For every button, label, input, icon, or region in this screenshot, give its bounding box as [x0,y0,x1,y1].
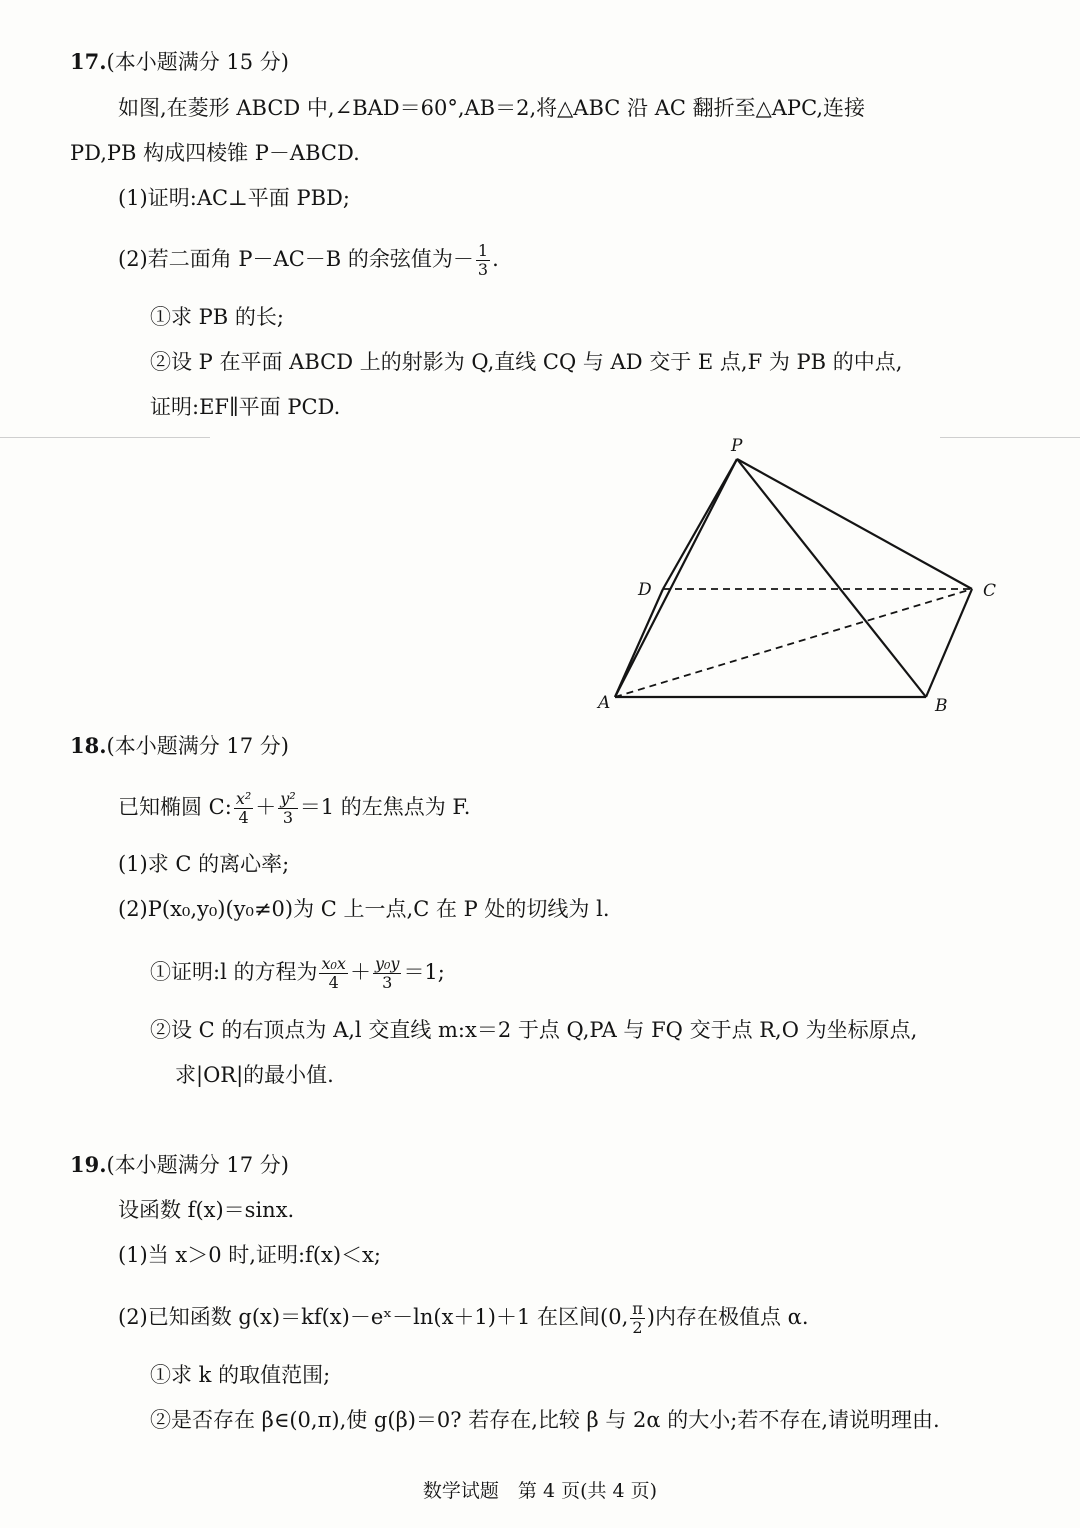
q18-header [70,731,289,761]
fraction-denominator: 3 [382,973,393,992]
q19-part-2a: ①求 k 的取值范围; [150,1363,331,1387]
q18-score: (本小题满分 17 分) [106,734,290,758]
q17-score: (本小题满分 15 分) [106,50,290,74]
q18-paragraph-1 [118,790,470,827]
q17-part-2b-line-1: ②设 P 在平面 ABCD 上的射影为 Q,直线 CQ 与 AD 交于 E 点,F 为 PB 的中点, [150,350,903,374]
edge-PD [663,459,737,589]
q19-part-2-end: )内存在极值点 α. [646,1305,809,1329]
q17-part-2-text: (2)若二面角 P－AC－B 的余弦值为－ [118,247,474,271]
edge-PB [737,459,926,697]
q17-part-2b-line-2: 证明:EF∥平面 PCD. [150,395,341,419]
interval-fraction [630,1300,645,1337]
q19-score: (本小题满分 17 分) [106,1153,290,1177]
q17-part-2a: ①求 PB 的长; [150,305,284,329]
tangent-fraction-x [319,955,347,992]
fraction-denominator: 2 [632,1318,643,1337]
fraction-numerator: y² [280,789,296,808]
q17-paragraph-1: 如图,在菱形 ABCD 中,∠BAD＝60°,AB＝2,将△ABC 沿 AC 翻折至△APC,连接 [118,96,866,120]
vertex-label-P: P [731,436,743,456]
q17-part-1: (1)证明:AC⊥平面 PBD; [118,186,350,210]
q17-number: 17. [70,49,107,74]
q17-part-2-end: . [492,247,499,271]
ellipse-fraction-y [278,790,297,827]
vertex-label-A: A [598,693,611,713]
q18-part-2b-line-1: ②设 C 的右顶点为 A,l 交直线 m:x＝2 于点 Q,PA 与 FQ 交于点 R,O 为坐标原点, [150,1018,918,1042]
q18-part-2a-end: ＝1; [403,960,445,984]
fraction-numerator: x² [235,789,252,808]
q19-paragraph-1: 设函数 f(x)＝sinx. [118,1198,295,1222]
edge-PA [615,459,737,697]
q18-number: 18. [70,733,107,758]
q19-part-2-text: (2)已知函数 g(x)＝kf(x)－eˣ－ln(x＋1)＋1 在区间(0, [118,1305,629,1329]
tangent-fraction-y [373,955,402,992]
q18-intro-text: 已知椭圆 C: [118,795,232,819]
q18-part-2b-line-2: 求|OR|的最小值. [175,1063,334,1087]
q19-part-2b: ②是否存在 β∈(0,π),使 g(β)＝0? 若存在,比较 β 与 2α 的大小;若不存在,请说明理由. [150,1408,940,1432]
fraction-numerator: 1 [477,241,489,260]
q19-part-1: (1)当 x＞0 时,证明:f(x)＜x; [118,1243,381,1267]
edge-BC [926,589,972,697]
fraction-denominator: 4 [238,808,249,827]
edge-AD [615,589,663,697]
q18-intro-end: ＝1 的左焦点为 F. [299,795,471,819]
vertex-label-D: D [638,580,652,600]
plus-sign: ＋ [349,960,371,984]
fraction-numerator: y₀y [374,954,400,973]
fraction-denominator: 4 [328,973,339,992]
hidden-edge-AC [615,589,972,697]
fraction-numerator: π [632,1299,643,1318]
edge-PC [737,459,972,589]
q19-header [70,1150,289,1180]
plus-sign: ＋ [255,795,277,819]
q19-part-2 [118,1300,809,1337]
q18-part-2a-text: ①证明:l 的方程为 [150,960,318,984]
q18-part-1: (1)求 C 的离心率; [118,852,290,876]
fraction-denominator: 3 [282,808,294,827]
q17-paragraph-2: PD,PB 构成四棱锥 P－ABCD. [70,141,360,165]
page-footer: 数学试题 第 4 页(共 4 页) [422,1480,658,1502]
fraction-denominator: 3 [477,260,489,279]
fraction-numerator: x₀x [321,954,346,973]
q18-part-2: (2)P(x₀,y₀)(y₀≠0)为 C 上一点,C 在 P 处的切线为 l. [118,897,610,921]
vertex-label-B: B [935,696,948,716]
q18-part-2a [150,955,445,992]
ellipse-fraction-x [234,790,253,827]
vertex-label-C: C [983,581,997,601]
q19-number: 19. [70,1152,107,1177]
